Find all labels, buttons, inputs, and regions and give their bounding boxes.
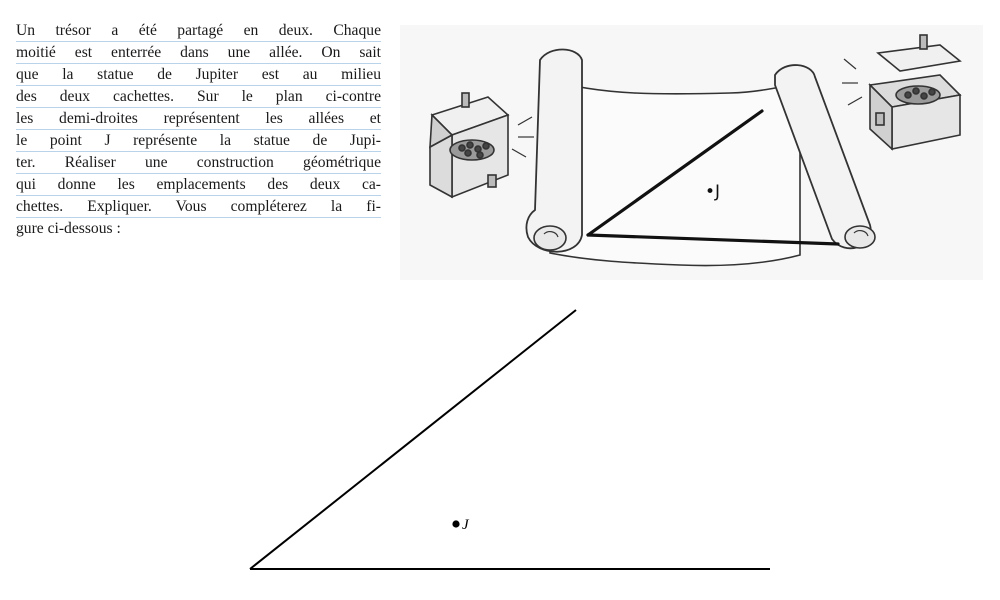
left-scroll (526, 49, 582, 251)
statement-line: des deux cachettes. Sur le plan ci-contre (16, 86, 381, 108)
statement-line: gure ci-dessous : (16, 220, 121, 237)
right-scroll-end (845, 226, 875, 248)
statement-line: que la statue de Jupiter est au milieu (16, 64, 381, 86)
point-j-label: J (462, 517, 469, 533)
ray-upper (250, 310, 576, 569)
statement-line: le point J représente la statue de Jupi- (16, 130, 381, 152)
statement-line: Un trésor a été partagé en deux. Chaque (16, 20, 381, 42)
statement-line: qui donne les emplacements des deux ca- (16, 174, 381, 196)
treasure-map-drawing (400, 25, 983, 280)
left-chest-shine (512, 117, 534, 157)
point-j (452, 520, 459, 527)
left-treasure-chest (430, 93, 508, 197)
right-chest-shine (842, 59, 862, 105)
construction-figure (0, 290, 1000, 595)
statement-line: moitié est enterrée dans une allée. On sait (16, 42, 381, 64)
map-point-j: •J (705, 182, 721, 202)
statement-line: les demi-droites représentent les allées et (16, 108, 381, 130)
treasure-map-illustration (400, 25, 983, 280)
right-treasure-chest (870, 35, 960, 149)
statement-line: ter. Réaliser une construction géométrique (16, 152, 381, 174)
statement-line: chettes. Expliquer. Vous compléterez la fi- (16, 196, 381, 218)
angle-figure (0, 290, 1000, 595)
left-scroll-end (534, 226, 566, 250)
exercise-statement (16, 20, 381, 239)
